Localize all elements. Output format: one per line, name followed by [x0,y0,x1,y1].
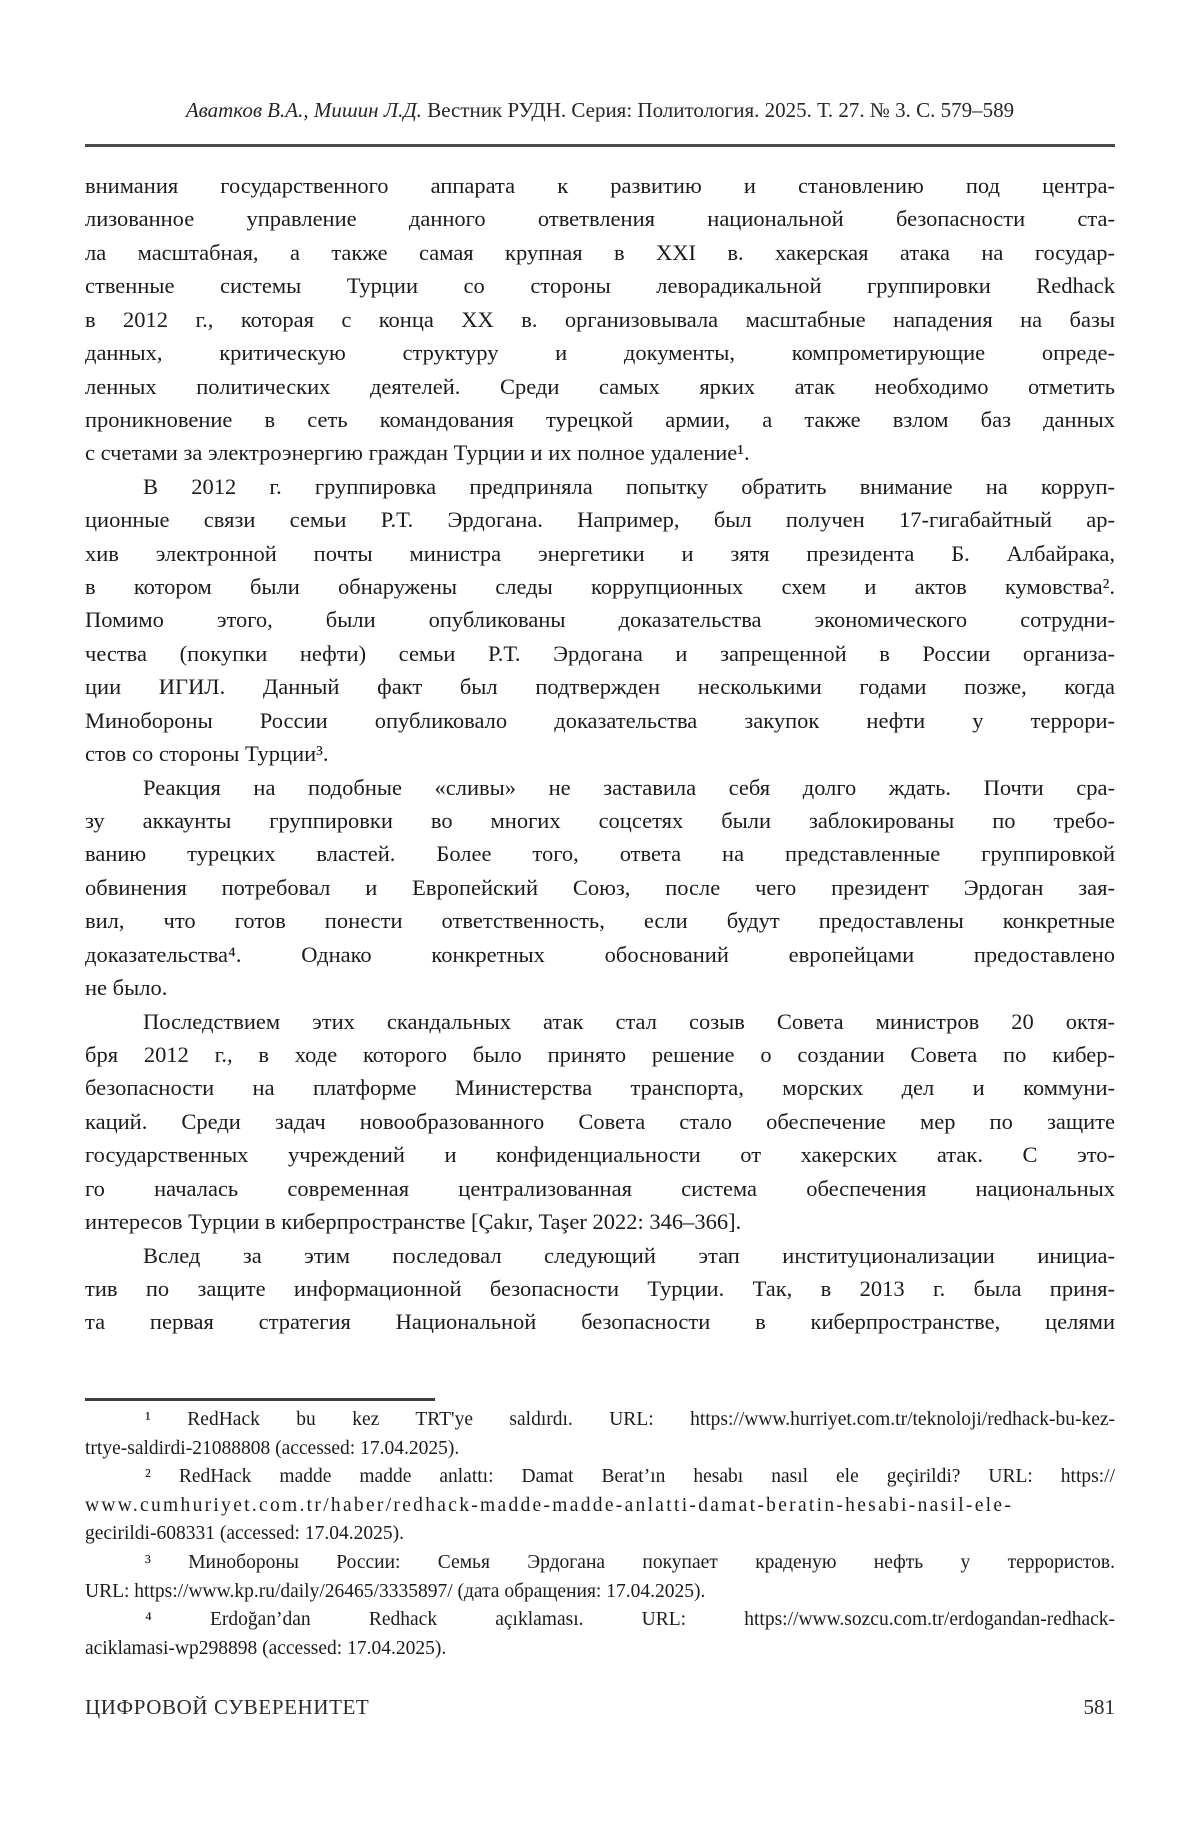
body-text-line: каций. Среди задач новообразованного Совета стало обеспечение мер по защите [85,1108,1115,1134]
footnote-rule [85,1398,435,1401]
body-text-line: внимания государственного аппарата к развитию и становлению под центра- [85,173,1115,198]
body-text-line: с счетами за электроэнергию граждан Турции и их полное удаление¹. [85,440,750,466]
footnote-line: ³ Минобороны России: Семья Эрдогана покупает краденую нефть у террористов. [145,1551,1115,1573]
body-text-line: вил, что готов понести ответственность, если будут предоставлены конкретные [85,908,1115,934]
body-text-line: в котором были обнаружены следы коррупционных схем и актов кумовства². [85,574,1115,600]
body-text-line: Вслед за этим последовал следующий этап институционализации инициа- [143,1242,1115,1268]
footnote-line: www.cumhuriyet.com.tr/haber/redhack-madde-madde-anlatti-damat-beratin-hesabi-nasil-ele- [85,1494,1014,1516]
body-text-line: чества (покупки нефти) семьи Р.Т. Эрдогана и запрещенной в России организа- [85,640,1115,666]
footer-section-title: ЦИФРОВОЙ СУВЕРЕНИТЕТ [85,1695,370,1719]
body-text-line: зу аккаунты группировки во многих соцсетях были заблокированы по требо- [85,808,1115,834]
footnote-line: ¹ RedHack bu kez TRT'ye saldırdı. URL: https://www.hurriyet.com.tr/teknoloji/redhack-bu-kez- [145,1409,1115,1430]
running-head-authors: Аватков В.А., Мишин Л.Д. [185,98,422,122]
footnote-line: aciklamasi-wp298898 (accessed: 17.04.2025). [85,1637,447,1659]
page-footer [85,1694,1115,1720]
body-text-line: лизованное управление данного ответвления национальной безопасности ста- [85,206,1115,232]
body-text-line: доказательства⁴. Однако конкретных обоснований европейцами предоставлено [85,941,1115,967]
body-text-line: тив по защите информационной безопасности Турции. Так, в 2013 г. была приня- [85,1275,1115,1301]
body-text-line: В 2012 г. группировка предприняла попытку обратить внимание на корруп- [143,473,1115,499]
body-text-line: го началась современная централизованная система обеспечения национальных [85,1175,1115,1201]
footnote-line: ⁴ Erdoğan’dan Redhack açıklaması. URL: https://www.sozcu.com.tr/erdogandan-redhack- [145,1609,1115,1631]
footnote-line: gecirildi-608331 (accessed: 17.04.2025). [85,1523,404,1545]
body-text-line: не было. [85,975,168,1001]
page-number: 581 [1083,1695,1115,1719]
body-text-line: проникновение в сеть командования турецкой армии, а также взлом баз данных [85,406,1115,432]
article-body [85,169,1115,1339]
header-rule [85,144,1115,147]
body-text-line: Помимо этого, были опубликованы доказательства экономического сотрудни- [85,607,1115,633]
body-text-line: ла масштабная, а также самая крупная в XXI в. хакерская атака на государ- [85,239,1115,265]
body-text-line: в 2012 г., которая с конца XX в. организовывала масштабные нападения на базы [85,306,1115,332]
body-text-line: бря 2012 г., в ходе которого было принято решение о создании Совета по кибер- [85,1041,1115,1067]
body-text-line: Реакция на подобные «сливы» не заставила себя долго ждать. Почти сра- [143,774,1115,800]
body-text-line: государственных учреждений и конфиденциальности от хакерских атак. С это- [85,1142,1115,1168]
footnote-line: ² RedHack madde madde anlattı: Damat Berat’ın hesabı nasıl ele geçirildi? URL: https:// [145,1466,1115,1488]
footnote-line: URL: https://www.kp.ru/daily/26465/3335897/ (дата обращения: 17.04.2025). [85,1580,706,1602]
body-text-line: стов со стороны Турции³. [85,741,329,767]
running-head-citation: Вестник РУДН. Серия: Политология. 2025. Т. 27. № 3. С. 579–589 [421,98,1015,122]
body-text-line: Последствием этих скандальных атак стал созыв Совета министров 20 октя- [143,1008,1115,1034]
running-head [85,97,1115,123]
body-text-line: ванию турецких властей. Более того, ответа на представленные группировкой [85,841,1115,867]
body-text-line: ленных политических деятелей. Среди самых ярких атак необходимо отметить [85,373,1115,399]
body-text-line: ственные системы Турции со стороны леворадикальной группировки Redhack [85,273,1115,299]
body-text-line: обвинения потребовал и Европейский Союз, после чего президент Эрдоган зая- [85,874,1115,900]
body-text-line: Минобороны России опубликовало доказательства закупок нефти у террори- [85,707,1115,733]
footnotes [85,1406,1115,1663]
body-text-line: хив электронной почты министра энергетики и зятя президента Б. Албайрака, [85,540,1115,566]
body-text-line: интересов Турции в киберпространстве [Çakır, Taşer 2022: 346–366]. [85,1209,742,1235]
body-text-line: безопасности на платформе Министерства транспорта, морских дел и коммуни- [85,1075,1115,1101]
body-text-line: данных, критическую структуру и документы, компрометирующие опреде- [85,340,1115,366]
footnote-line: trtye-saldirdi-21088808 (accessed: 17.04.2025). [85,1437,460,1459]
body-text-line: ционные связи семьи Р.Т. Эрдогана. Например, был получен 17-гигабайтный ар- [85,507,1115,533]
body-text-line: та первая стратегия Национальной безопасности в киберпространстве, целями [85,1309,1115,1335]
body-text-line: ции ИГИЛ. Данный факт был подтвержден несколькими годами позже, когда [85,674,1115,700]
